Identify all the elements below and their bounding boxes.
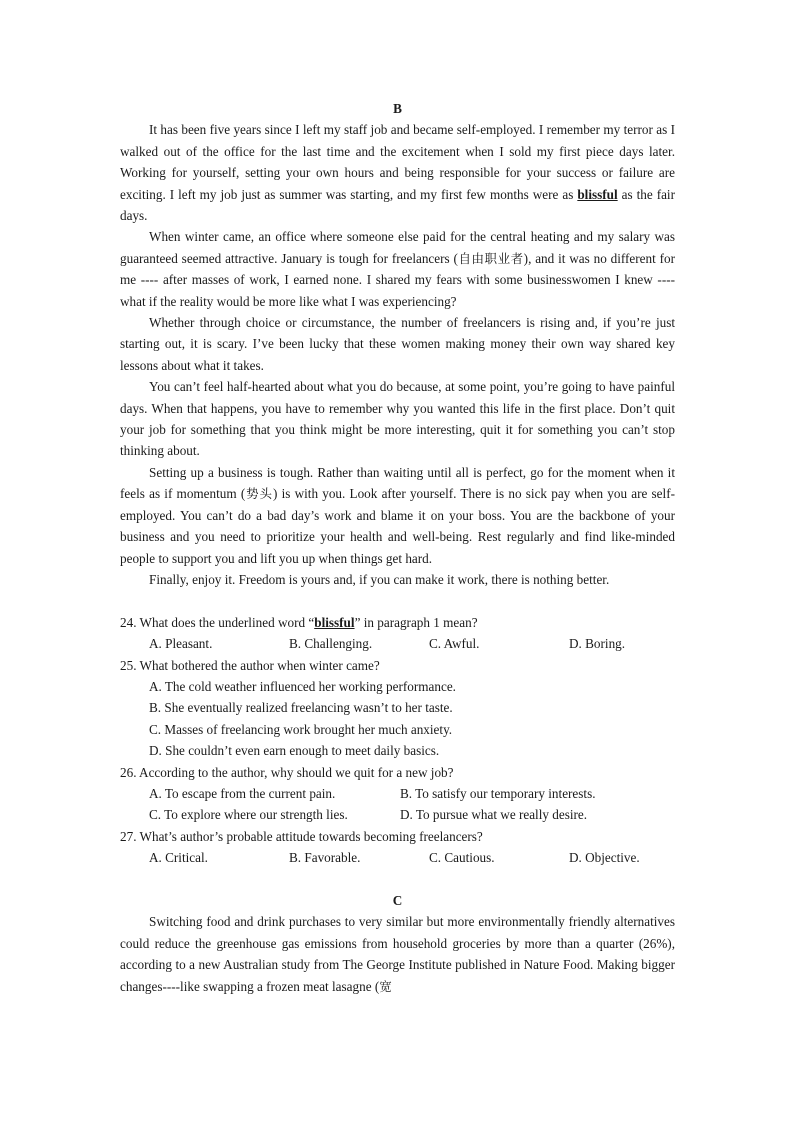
- question-27: 27. What’s author’s probable attitude towards becoming freelancers?: [120, 828, 483, 844]
- document-page: [120, 98, 675, 997]
- option-c[interactable]: C. Cautious.: [429, 850, 495, 866]
- question-26-options-ab: [120, 783, 675, 804]
- chinese-gloss: 自由职业者: [457, 250, 524, 266]
- text-run: ) is with you. Look after yourself. There is no sick pay when you are self-employed. You can’t do a bad day’s work and blame it on your boss. You are the backbone of your business and you need to prioritize your health and well-being. Rest regularly and find like-minded people to support you and lift you up when things get hard.: [120, 486, 675, 566]
- text-run: ), and it was no different for me ---- after masses of work, I earned none. I shared my fears with some businesswomen I knew ---- what if the reality would be more like what I was experiencing?: [120, 250, 675, 309]
- question-24: [120, 612, 675, 633]
- section-b-paragraph-4: You can’t feel half-hearted about what you do because, at some point, you’re going to have painful days. When that happens, you have to remember why you wanted this life in the first place. Don’t quit your job for something that you think might be more interesting, quit it for something you can’t stop thinking about.: [120, 379, 675, 459]
- section-b-paragraph-6: Finally, enjoy it. Freedom is yours and, if you can make it work, there is nothing better.: [149, 571, 610, 587]
- option-a[interactable]: A. Pleasant.: [149, 636, 213, 652]
- question-24-options: [120, 633, 675, 654]
- option-b[interactable]: B. She eventually realized freelancing wasn’t to her taste.: [149, 700, 453, 716]
- text-run: Setting up a business is tough. Rather than waiting until all is perfect, go for the moment when it feels as if momentum (: [120, 464, 675, 502]
- option-d[interactable]: D. She couldn’t even earn enough to meet daily basics.: [149, 743, 440, 759]
- underlined-word: blissful: [314, 614, 355, 630]
- section-b-paragraph-5: [120, 462, 675, 569]
- spacer: [120, 869, 675, 890]
- section-b-paragraph-3: Whether through choice or circumstance, the number of freelancers is rising and, if you’re just starting out, it is scary. I’ve been lucky that these women making money their own way shared key lessons about what it takes.: [120, 315, 675, 373]
- text-run: It has been five years since I left my staff job and became self-employed. I remember my terror as I walked out of the office for the last time and the excitement when I sold my first piece days later. Working for yourself, setting your own hours and being responsible for your success or failure are exciting. I left my job just as summer was starting, and my first few months were as: [120, 122, 675, 202]
- text-run: as the fair days.: [120, 186, 675, 224]
- question-25: 25. What bothered the author when winter came?: [120, 657, 380, 673]
- text-run: Switching food and drink purchases to very similar but more environmentally friendly alternatives could reduce the greenhouse gas emissions from household groceries by more than a quarter (26%), according to a new Australian study from The George Institute published in Nature Food. Making bigger changes----like swapping a frozen meat lasagne (: [120, 914, 675, 994]
- section-b-title: B: [393, 101, 402, 116]
- section-c-title: C: [392, 892, 403, 908]
- option-c[interactable]: C. To explore where our strength lies.: [149, 807, 348, 823]
- question-26: 26. According to the author, why should we quit for a new job?: [120, 764, 454, 780]
- text-run: 24. What does the underlined word “: [120, 614, 315, 630]
- text-run: ” in paragraph 1 mean?: [354, 614, 478, 630]
- option-c[interactable]: C. Masses of freelancing work brought her much anxiety.: [149, 721, 453, 737]
- option-d[interactable]: D. Objective.: [569, 850, 640, 866]
- option-a[interactable]: A. To escape from the current pain.: [149, 785, 336, 801]
- chinese-gloss: 宽: [379, 978, 392, 994]
- option-a[interactable]: A. Critical.: [149, 850, 208, 866]
- option-b[interactable]: B. Favorable.: [289, 850, 361, 866]
- question-26-options-cd: [120, 804, 675, 825]
- option-b[interactable]: B. Challenging.: [289, 636, 373, 652]
- option-d[interactable]: D. To pursue what we really desire.: [400, 807, 588, 823]
- section-b-paragraph-2: [120, 226, 675, 312]
- text-run: When winter came, an office where someone else paid for the central heating and my salary was guaranteed seemed attractive. January is tough for freelancers (: [120, 229, 675, 266]
- underlined-word: blissful: [577, 186, 618, 202]
- section-c-paragraph-1: [120, 911, 675, 997]
- section-b-paragraph-1: [120, 119, 675, 226]
- chinese-gloss: 势头: [245, 486, 273, 502]
- option-a[interactable]: A. The cold weather influenced her working performance.: [149, 678, 456, 694]
- spacer: [120, 590, 675, 611]
- option-b[interactable]: B. To satisfy our temporary interests.: [400, 785, 596, 801]
- question-27-options: [120, 847, 675, 868]
- option-d[interactable]: D. Boring.: [569, 636, 626, 652]
- option-c[interactable]: C. Awful.: [429, 636, 480, 652]
